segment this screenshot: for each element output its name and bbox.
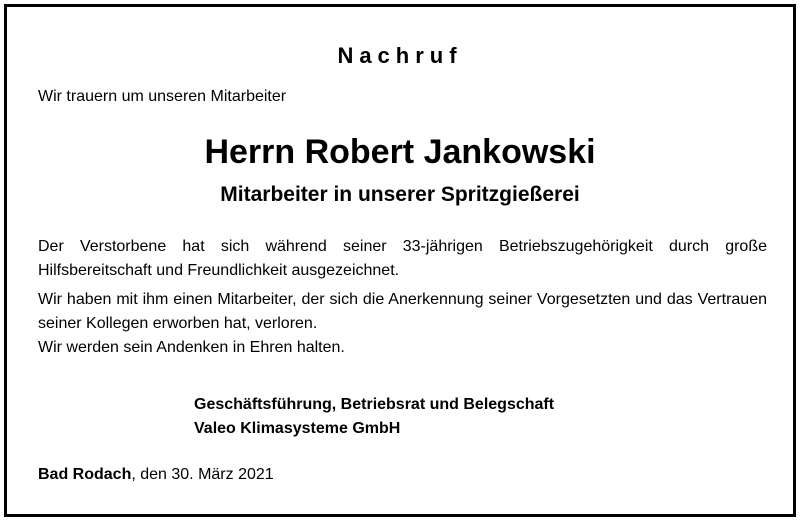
paragraph-recognition: Wir haben mit ihm einen Mitarbeiter, der sich die Anerkennung seiner Vorgesetzten und das Vertrauen seiner Kollegen erworben hat, verloren. [38, 291, 767, 332]
date-text: , den 30. März 2021 [131, 466, 274, 483]
signature-block [194, 393, 554, 441]
paragraph-service: Der Verstorbene hat sich während seiner 33-jährigen Betriebszugehörigkeit durch große Hilfsbereitschaft und Freundlichkeit ausgezeichnet. [38, 238, 767, 279]
paragraph-remembrance: Wir werden sein Andenken in Ehren halten. [38, 339, 345, 356]
signature-line-company: Valeo Klimasysteme GmbH [194, 420, 401, 437]
intro-text: Wir trauern um unseren Mitarbeiter [38, 88, 287, 105]
signature-line-staff: Geschäftsführung, Betriebsrat und Belegschaft [194, 396, 555, 413]
place-date-line [38, 466, 274, 484]
deceased-role: Mitarbeiter in unserer Spritzgießerei [220, 183, 580, 206]
obituary-frame [4, 4, 796, 517]
deceased-name: Herrn Robert Jankowski [204, 133, 596, 171]
place-name: Bad Rodach [38, 466, 132, 483]
obituary-heading: Nachruf [337, 43, 463, 68]
